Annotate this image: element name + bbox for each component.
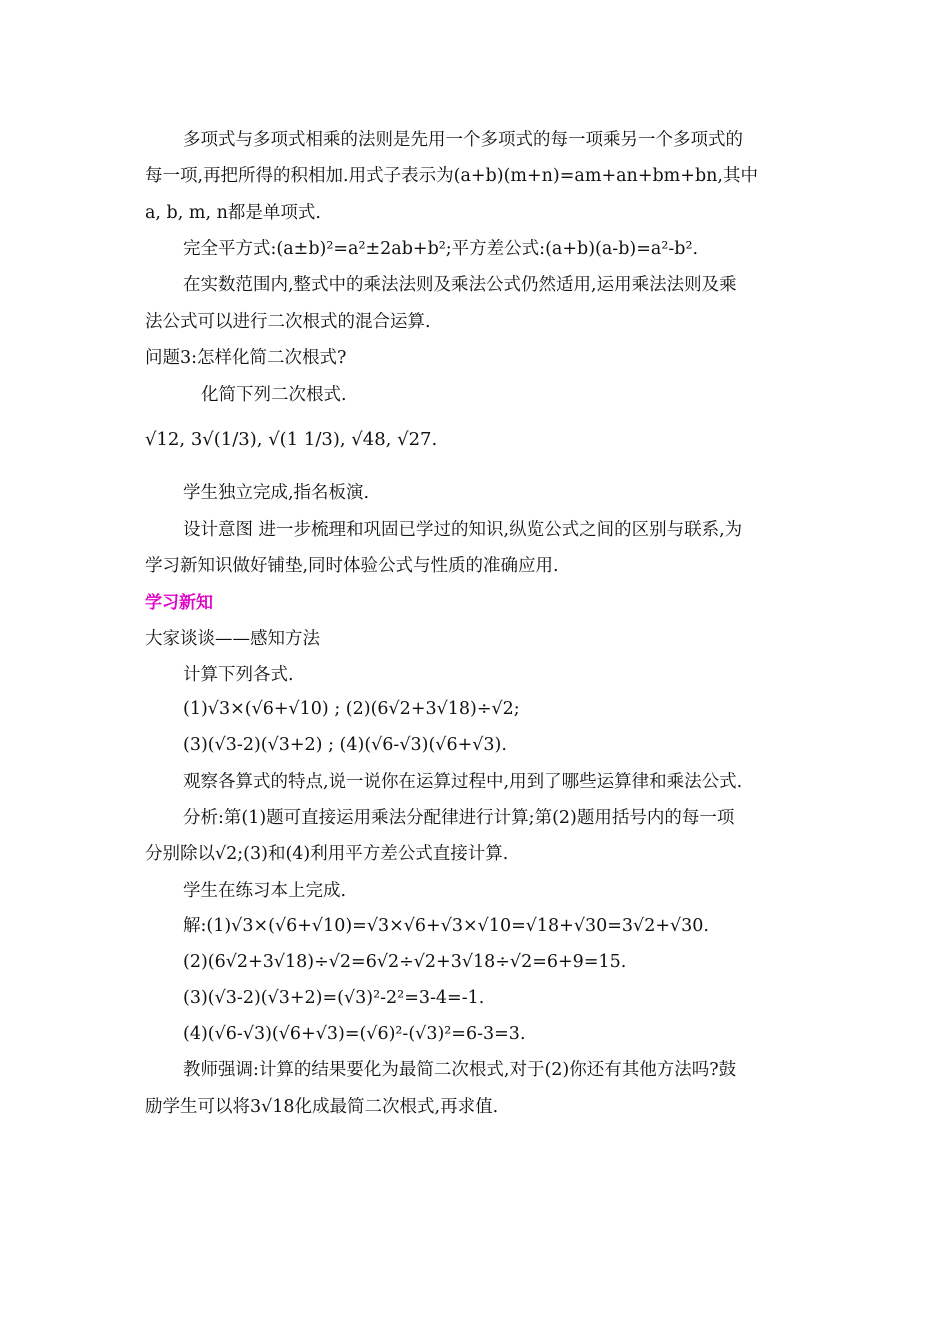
problem-3-title: 问题3:怎样化简二次根式?: [145, 348, 347, 368]
exercise-line-2: (3)(√3-2)(√3+2) ; (4)(√6-√3)(√6+√3).: [183, 735, 507, 755]
subsection-title: 大家谈谈——感知方法: [145, 629, 320, 649]
paragraph-2: 每一项,再把所得的积相加.用式子表示为(a+b)(m+n)=am+an+bm+bn,其中: [145, 166, 758, 186]
paragraph-18: 观察各算式的特点,说一说你在运算过程中,用到了哪些运算律和乘法公式.: [183, 772, 743, 792]
paragraph-3: a, b, m, n都是单项式.: [145, 203, 321, 223]
solution-1: 解:(1)√3×(√6+√10)=√3×√6+√3×√10=√18+√30=3√2+√30.: [183, 916, 709, 936]
solution-2: (2)(6√2+3√18)÷√2=6√2÷√2+3√18÷√2=6+9=15.: [183, 952, 627, 972]
paragraph-4: 完全平方式:(a±b)²=a²±2ab+b²;平方差公式:(a+b)(a-b)=a²-b².: [183, 239, 699, 259]
analysis-line-2: 分别除以√2;(3)和(4)利用平方差公式直接计算.: [145, 844, 509, 864]
paragraph-8: 化简下列二次根式.: [201, 385, 347, 405]
paragraph-10: 学生独立完成,指名板演.: [183, 483, 370, 503]
exercise-line-1: (1)√3×(√6+√10) ; (2)(6√2+3√18)÷√2;: [183, 699, 520, 719]
teacher-note-1: 教师强调:计算的结果要化为最简二次根式,对于(2)你还有其他方法吗?鼓: [183, 1060, 737, 1080]
solution-4: (4)(√6-√3)(√6+√3)=(√6)²-(√3)²=6-3=3.: [183, 1024, 526, 1044]
paragraph-15: 计算下列各式.: [183, 665, 294, 685]
paragraph-1: 多项式与多项式相乘的法则是先用一个多项式的每一项乘另一个多项式的: [183, 130, 743, 150]
section-heading: 学习新知: [145, 593, 213, 613]
design-intent: 设计意图 进一步梳理和巩固已学过的知识,纵览公式之间的区别与联系,为: [183, 520, 743, 540]
radical-list: √12, 3√(1/3), √(1 1/3), √48, √27.: [145, 429, 438, 450]
analysis-line-1: 分析:第(1)题可直接运用乘法分配律进行计算;第(2)题用括号内的每一项: [183, 808, 735, 828]
paragraph-6: 法公式可以进行二次根式的混合运算.: [145, 312, 431, 332]
solution-3: (3)(√3-2)(√3+2)=(√3)²-2²=3-4=-1.: [183, 988, 485, 1008]
paragraph-12: 学习新知识做好铺垫,同时体验公式与性质的准确应用.: [145, 556, 559, 576]
teacher-note-2: 励学生可以将3√18化成最简二次根式,再求值.: [145, 1097, 499, 1117]
paragraph-5: 在实数范围内,整式中的乘法法则及乘法公式仍然适用,运用乘法法则及乘: [183, 275, 737, 295]
paragraph-21: 学生在练习本上完成.: [183, 881, 347, 901]
